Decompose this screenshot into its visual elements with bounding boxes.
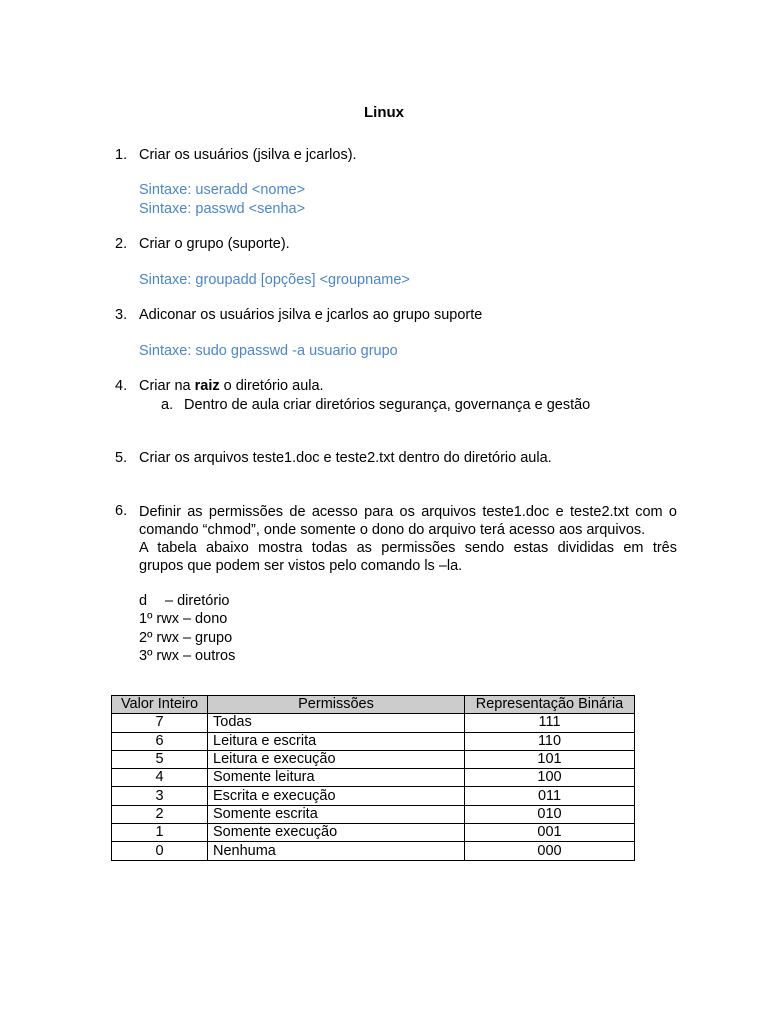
header-representacao-binaria: Representação Binária [465, 696, 635, 714]
item-6-paragraph [139, 503, 677, 575]
cell-value: 6 [112, 732, 208, 750]
item-1-syntax-useradd: Sintaxe: useradd <nome> [139, 182, 306, 198]
item-4a-text: Dentro de aula criar diretórios segurança, governança e gestão [184, 397, 591, 413]
cell-binary: 111 [465, 714, 635, 732]
cell-value: 2 [112, 805, 208, 823]
legend-line: 2º rwx – grupo [139, 629, 233, 646]
item-2-text: Criar o grupo (suporte). [139, 236, 290, 252]
item-3-text: Adiconar os usuários jsilva e jcarlos ao grupo suporte [139, 307, 483, 323]
header-permissoes: Permissões [208, 696, 465, 714]
table-row [112, 750, 635, 768]
table-row [112, 714, 635, 732]
item-5-text: Criar os arquivos teste1.doc e teste2.txt dentro do diretório aula. [139, 450, 552, 466]
cell-permission: Todas [208, 714, 465, 732]
item-1-number: 1. [115, 147, 128, 163]
item-6-line: Definir as permissões de acesso para os arquivos teste1.doc e teste2.txt com o [139, 504, 677, 520]
cell-permission: Somente escrita [208, 805, 465, 823]
cell-permission: Leitura e execução [208, 750, 465, 768]
item-6-line: A tabela abaixo mostra todas as permissões sendo estas divididas em três [139, 540, 677, 556]
permissions-table [111, 695, 635, 861]
item-5-number: 5. [115, 450, 128, 466]
item-6-number: 6. [115, 503, 128, 519]
item-2-number: 2. [115, 236, 128, 252]
cell-permission: Somente execução [208, 824, 465, 842]
cell-binary: 001 [465, 824, 635, 842]
cell-permission: Nenhuma [208, 842, 465, 860]
cell-binary: 000 [465, 842, 635, 860]
cell-permission: Somente leitura [208, 769, 465, 787]
item-3-syntax-gpasswd: Sintaxe: sudo gpasswd -a usuario grupo [139, 343, 398, 359]
table-header-row [112, 696, 635, 714]
item-4-text: Criar na raiz o diretório aula. [139, 378, 324, 394]
cell-binary: 010 [465, 805, 635, 823]
legend-line: 3º rwx – outros [139, 648, 236, 665]
cell-permission: Escrita e execução [208, 787, 465, 805]
cell-permission: Leitura e escrita [208, 732, 465, 750]
permission-legend [139, 592, 235, 666]
item-1-text: Criar os usuários (jsilva e jcarlos). [139, 147, 357, 163]
table-row [112, 824, 635, 842]
cell-value: 7 [112, 714, 208, 732]
table-row [112, 805, 635, 823]
item-4-bold-raiz: raiz [194, 378, 220, 394]
cell-binary: 101 [465, 750, 635, 768]
item-1-syntax-passwd: Sintaxe: passwd <senha> [139, 201, 306, 217]
header-valor-inteiro: Valor Inteiro [112, 696, 208, 714]
cell-value: 3 [112, 787, 208, 805]
item-2-syntax-groupadd: Sintaxe: groupadd [opções] <groupname> [139, 272, 410, 288]
cell-value: 1 [112, 824, 208, 842]
page-title: Linux [364, 104, 404, 121]
cell-binary: 110 [465, 732, 635, 750]
cell-binary: 011 [465, 787, 635, 805]
legend-line-d: d – diretório [139, 593, 230, 609]
item-3-number: 3. [115, 307, 128, 323]
item-4a-letter: a. [161, 397, 174, 413]
cell-value: 4 [112, 769, 208, 787]
table-row [112, 842, 635, 860]
cell-value: 0 [112, 842, 208, 860]
table-row [112, 732, 635, 750]
cell-value: 5 [112, 750, 208, 768]
table-row [112, 787, 635, 805]
table-row [112, 769, 635, 787]
item-6-line: grupos que podem ser vistos pelo comando ls –la. [139, 558, 463, 574]
item-6-line: comando “chmod”, onde somente o dono do arquivo terá acesso aos arquivos. [139, 522, 646, 538]
legend-line: 1º rwx – dono [139, 611, 228, 628]
cell-binary: 100 [465, 769, 635, 787]
item-4-number: 4. [115, 378, 128, 394]
